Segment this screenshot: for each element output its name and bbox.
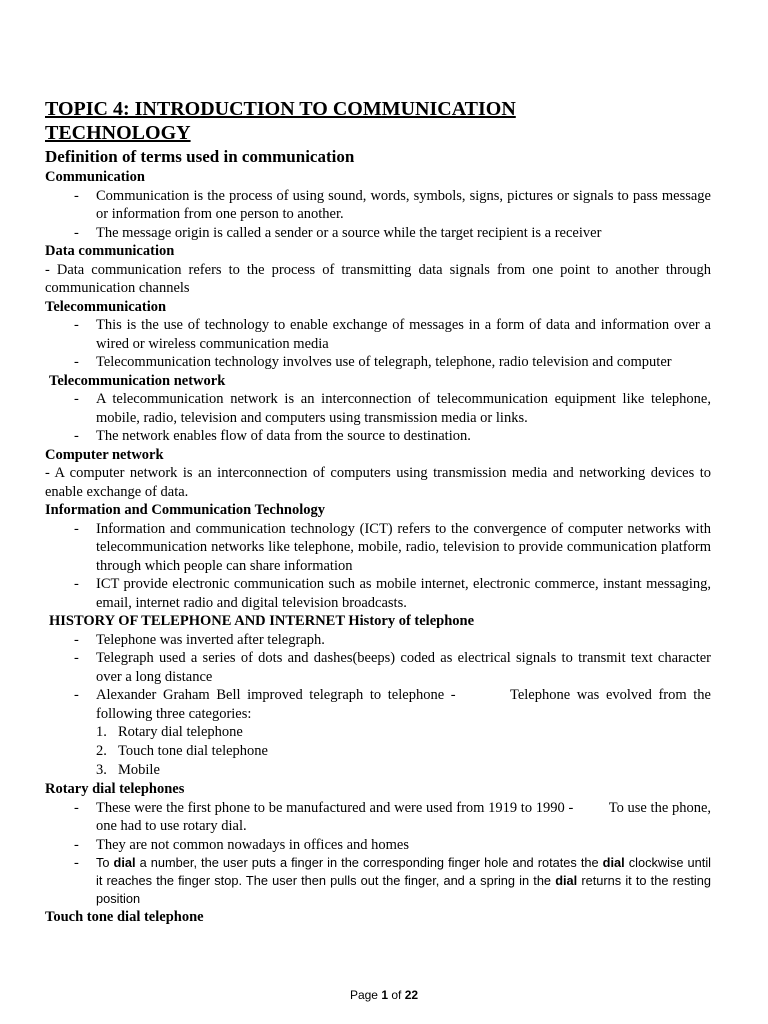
heading-ict: Information and Communication Technology <box>45 502 325 518</box>
heading-data-communication: Data communication <box>45 243 175 259</box>
text-run: a number, the user puts a finger in the corresponding finger hole and rotates the <box>135 855 603 870</box>
heading-computer-network: Computer network <box>45 446 164 463</box>
list-item <box>45 686 711 723</box>
total-page-count: 22 <box>404 988 419 1002</box>
telephone-categories-list <box>45 723 711 780</box>
title-line-2: TECHNOLOGY <box>45 122 191 144</box>
history-list <box>45 631 711 724</box>
list-item: - This is the use of technology to enable exchange of messages in a form of data and information over a wired or wireless communication media <box>45 316 711 353</box>
list-item: - They are not common nowadays in offices and homes <box>45 836 711 855</box>
current-page-number: 1 <box>381 988 388 1002</box>
rotary-text-a: These were the first phone to be manufactured and were used from 1919 to 1990 - <box>96 799 574 816</box>
list-number: 2. <box>96 743 107 759</box>
heading-telecommunication: Telecommunication <box>45 298 167 315</box>
footer-prefix: Page <box>349 988 382 1002</box>
category-label: Rotary dial telephone <box>118 724 243 740</box>
list-item <box>45 799 711 836</box>
list-item: - Communication is the process of using sound, words, symbols, signs, pictures or signals to pass message or information from one person to another. <box>45 187 711 224</box>
document-page <box>45 97 711 927</box>
list-item <box>45 761 711 780</box>
list-item: - The network enables flow of data from the source to destination. <box>45 427 711 446</box>
list-item: - Information and communication technology (ICT) refers to the convergence of computer networks with telecommunication networks like telephone, mobile, radio, television to provide communication platform through which people can share information <box>45 520 711 576</box>
rotary-text-b: To use the phone, one had to use rotary dial. <box>96 799 712 834</box>
list-item <box>45 723 711 742</box>
heading-touch-tone: Touch tone dial telephone <box>45 909 204 925</box>
bold-text-run: dial <box>555 873 578 888</box>
bold-text-run: dial <box>113 855 136 870</box>
list-item: - The message origin is called a sender or a source while the target recipient is a receiver <box>45 224 711 243</box>
list-item: - Telegraph used a series of dots and dashes(beeps) coded as electrical signals to transmit text character over a long distance <box>45 649 711 686</box>
telecommunication-network-list <box>45 390 711 446</box>
communication-list <box>45 187 711 243</box>
ict-list <box>45 520 711 613</box>
list-item <box>45 854 711 908</box>
data-communication-text: - Data communication refers to the process of transmitting data signals from one point to another through communication channels <box>45 261 711 296</box>
title-line-1: TOPIC 4: INTRODUCTION TO COMMUNICATION <box>45 98 516 120</box>
list-item: - Telephone was inverted after telegraph. <box>45 631 711 650</box>
list-number: 1. <box>96 724 107 740</box>
category-label: Touch tone dial telephone <box>118 743 268 759</box>
rotary-list <box>45 799 711 909</box>
text-run: clockwise until it reaches the finger stop. The user then pulls out the finger, and a spring in the <box>96 855 711 888</box>
text-run: returns it to the resting position <box>96 873 711 906</box>
heading-communication: Communication <box>45 169 145 185</box>
page-title <box>45 97 711 145</box>
telecommunication-list <box>45 316 711 372</box>
list-item: - Telecommunication technology involves use of telegraph, telephone, radio television and computer <box>45 353 711 372</box>
category-label: Mobile <box>118 762 160 778</box>
heading-rotary-dial: Rotary dial telephones <box>45 781 185 797</box>
page-footer <box>0 988 768 1002</box>
text-run: To <box>96 855 114 870</box>
heading-history: HISTORY OF TELEPHONE AND INTERNET History of telephone <box>49 613 475 629</box>
computer-network-text: - A computer network is an interconnection of computers using transmission media and networking devices to enable exchange of data. <box>45 465 711 500</box>
list-item: - A telecommunication network is an interconnection of telecommunication equipment like telephone, mobile, radio, television and computers using transmission media or links. <box>45 390 711 427</box>
bold-text-run: dial <box>602 855 625 870</box>
list-item <box>45 742 711 761</box>
footer-of: of <box>388 988 405 1002</box>
bell-text-b: Telephone was evolved from the following three categories: <box>96 687 711 722</box>
heading-telecommunication-network: Telecommunication network <box>49 372 226 389</box>
section-subtitle: Definition of terms used in communication <box>45 147 355 166</box>
list-item: - ICT provide electronic communication such as mobile internet, electronic commerce, instant messaging, email, internet radio and digital television broadcasts. <box>45 575 711 612</box>
bell-text-a: Alexander Graham Bell improved telegraph to telephone - <box>96 687 456 703</box>
list-number: 3. <box>96 762 107 778</box>
